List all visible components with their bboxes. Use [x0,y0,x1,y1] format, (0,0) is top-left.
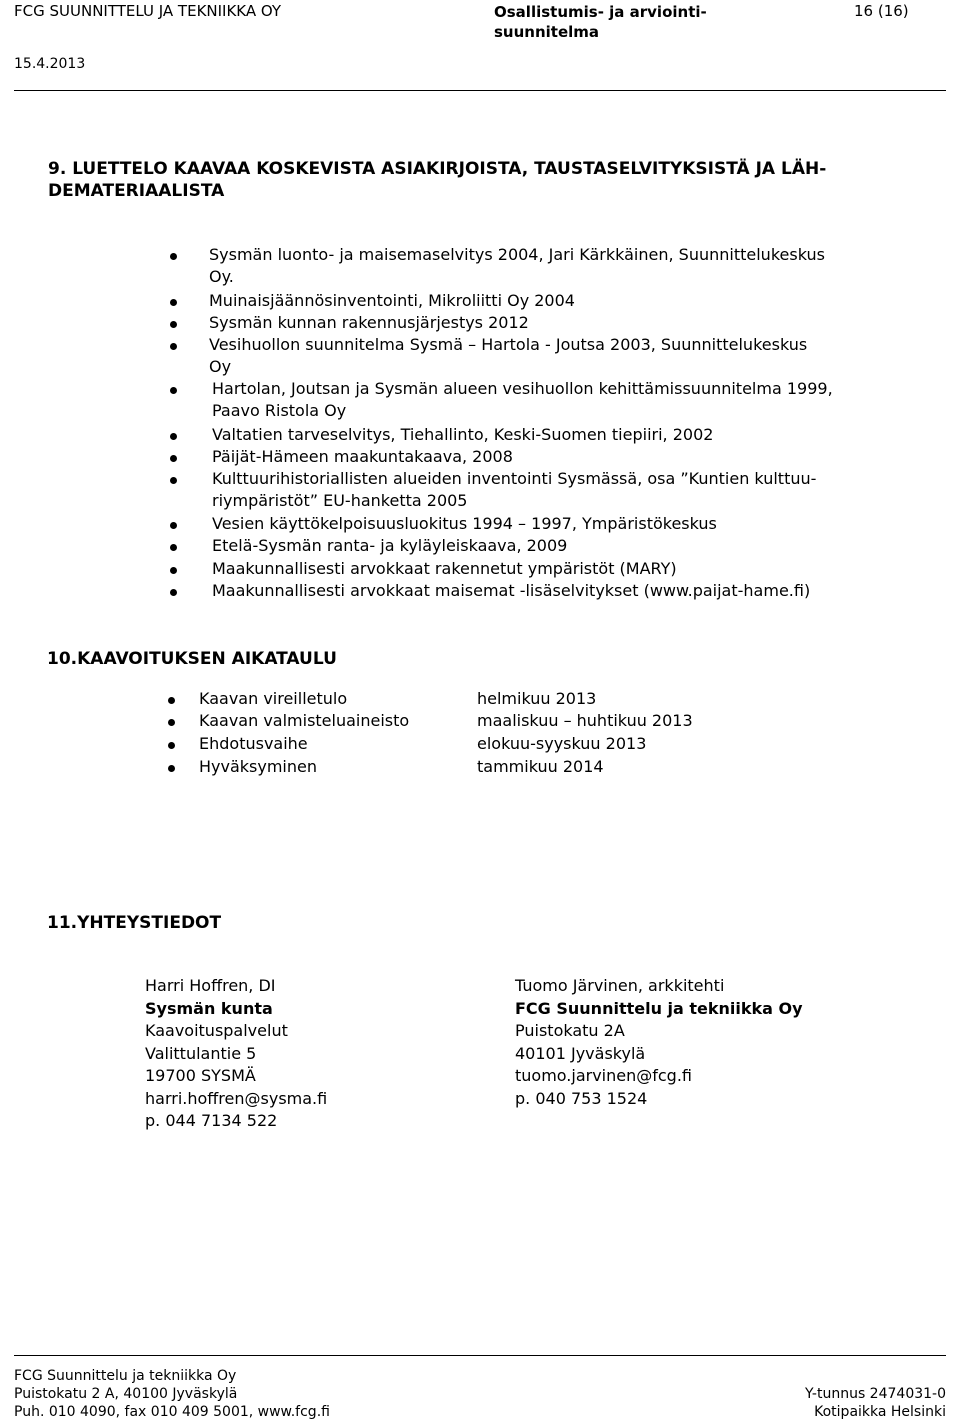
reference-item: Vesihuollon suunnitelma Sysmä – Hartola - Joutsa 2003, Suunnittelukeskus [209,335,808,354]
footer-domicile: Kotipaikka Helsinki [814,1404,946,1420]
schedule-time: tammikuu 2014 [477,757,604,776]
contact-line: p. 040 753 1524 [515,1088,648,1108]
bullet-icon [170,321,177,328]
header-doc-title: Osallistumis- ja arviointi-suunnitelma [494,3,707,41]
bullet-icon [168,719,175,726]
bullet-icon [170,477,177,484]
section-11-title: 11.YHTEYSTIEDOT [47,913,222,933]
reference-item: Sysmän luonto- ja maisemaselvitys 2004, Jari Kärkkäinen, Suunnittelukeskus [209,245,825,264]
schedule-phase: Kaavan vireilletulo [199,689,348,708]
contact-line: FCG Suunnittelu ja tekniikka Oy [515,998,803,1018]
bullet-icon [170,544,177,551]
reference-item: Vesien käyttökelpoisuusluokitus 1994 – 1997, Ympäristökeskus [212,514,717,533]
footer-company: FCG Suunnittelu ja tekniikka Oy [14,1368,237,1384]
contact-line: Harri Hoffren, DI [145,976,276,995]
bullet-icon [168,742,175,749]
schedule-time: elokuu-syyskuu 2013 [477,734,647,753]
bullet-icon [170,433,177,440]
reference-item: Valtatien tarveselvitys, Tiehallinto, Keski-Suomen tiepiiri, 2002 [212,425,714,444]
reference-item: Hartolan, Joutsan ja Sysmän alueen vesihuollon kehittämissuunnitelma 1999, [212,379,833,398]
header-page-number: 16 (16) [854,2,909,20]
bullet-icon [170,589,177,596]
bullet-icon [170,387,177,394]
reference-item: Maakunnallisesti arvokkaat maisemat -lisäselvitykset (www.paijat-hame.fi) [212,581,811,600]
bullet-icon [170,522,177,529]
bullet-icon [168,697,175,704]
reference-item: Oy. [209,267,234,286]
header-divider [14,90,946,91]
contact-line: 40101 Jyväskylä [515,1043,646,1063]
schedule-phase: Kaavan valmisteluaineisto [199,711,410,730]
bullet-icon [170,299,177,306]
bullet-icon [170,343,177,350]
header-date: 15.4.2013 [14,56,86,72]
footer-contact: Puh. 010 4090, fax 010 409 5001, www.fcg.fi [14,1404,330,1420]
bullet-icon [170,567,177,574]
contact-line: 19700 SYSMÄ [145,1066,256,1085]
reference-item: Etelä-Sysmän ranta- ja kyläyleiskaava, 2009 [212,536,568,555]
section-9-title-cont: DEMATERIAALISTA [48,181,225,201]
reference-item: Paavo Ristola Oy [212,401,347,420]
contact-line: Sysmän kunta [145,998,273,1018]
header-company: FCG SUUNNITTELU JA TEKNIIKKA OY [14,2,282,20]
section-10-title: 10.KAAVOITUKSEN AIKATAULU [47,649,337,669]
contact-line: p. 044 7134 522 [145,1111,278,1130]
reference-item: Oy [209,357,232,376]
footer-address: Puistokatu 2 A, 40100 Jyväskylä [14,1386,238,1402]
contact-line: tuomo.jarvinen@fcg.fi [515,1066,692,1085]
bullet-icon [170,455,177,462]
section-9-title: 9. LUETTELO KAAVAA KOSKEVISTA ASIAKIRJOISTA, TAUSTASELVITYKSISTÄ JA LÄH- [48,159,827,179]
schedule-phase: Ehdotusvaihe [199,734,308,753]
reference-item: Kulttuurihistoriallisten alueiden inventointi Sysmässä, osa ”Kuntien kulttuu- [212,469,817,488]
footer-divider [14,1355,946,1356]
reference-item: Muinaisjäännösinventointi, Mikroliitti Oy 2004 [209,291,575,310]
reference-item: Sysmän kunnan rakennusjärjestys 2012 [209,313,529,332]
schedule-phase: Hyväksyminen [199,757,317,776]
contact-line: Valittulantie 5 [145,1043,257,1063]
contact-line: Kaavoituspalvelut [145,1021,288,1040]
contact-line: Puistokatu 2A [515,1021,625,1040]
reference-item: riympäristöt” EU-hanketta 2005 [212,491,468,510]
contact-line: harri.hoffren@sysma.fi [145,1088,328,1108]
reference-item: Maakunnallisesti arvokkaat rakennetut ympäristöt (MARY) [212,559,677,578]
schedule-time: maaliskuu – huhtikuu 2013 [477,711,693,730]
contact-line: Tuomo Järvinen, arkkitehti [515,976,725,995]
schedule-time: helmikuu 2013 [477,689,597,708]
footer-business-id: Y-tunnus 2474031-0 [805,1386,946,1402]
bullet-icon [168,765,175,772]
bullet-icon [170,253,177,260]
reference-item: Päijät-Hämeen maakuntakaava, 2008 [212,447,513,466]
